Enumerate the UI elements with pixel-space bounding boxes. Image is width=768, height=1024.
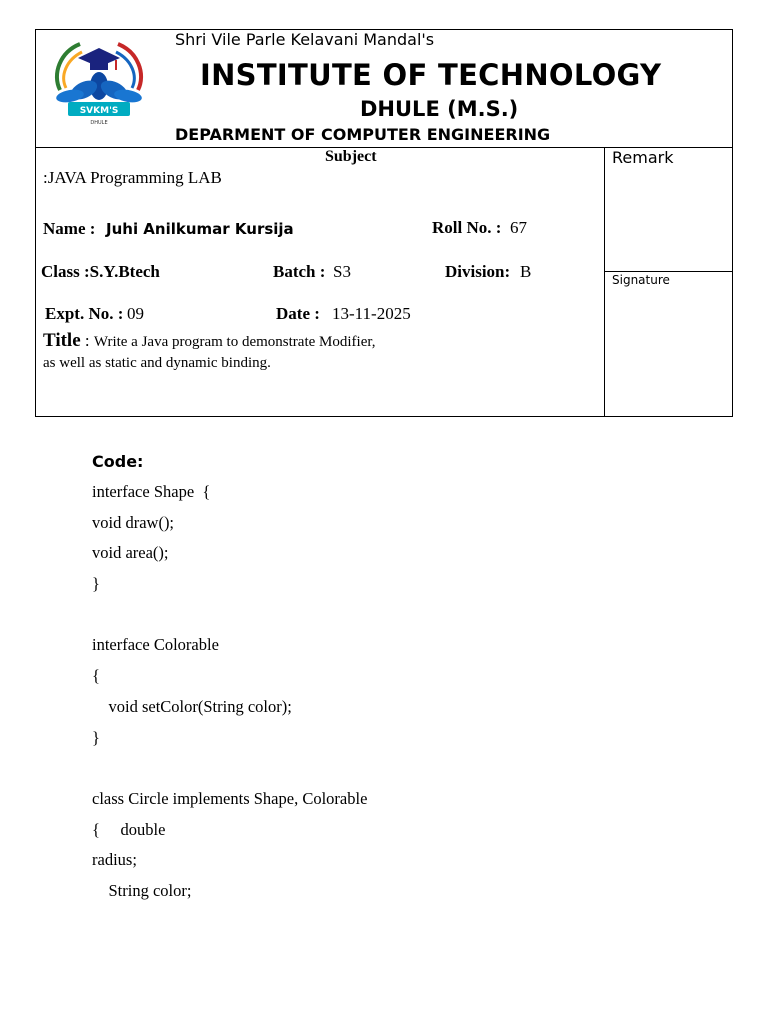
- code-line: interface Colorable: [92, 635, 219, 654]
- roll-value: 67: [510, 218, 527, 237]
- code-heading: Code:: [92, 452, 144, 471]
- remark-label: Remark: [612, 148, 674, 167]
- roll-label: Roll No. :: [432, 218, 502, 237]
- title-line2: as well as static and dynamic binding.: [43, 355, 271, 371]
- division-value: B: [520, 262, 532, 281]
- date-label: Date :: [276, 304, 320, 323]
- expt-label: Expt. No. :: [45, 304, 124, 323]
- signature-divider: [604, 271, 733, 272]
- date-value: 13-11-2025: [332, 304, 411, 323]
- code-line: void setColor(String color);: [92, 697, 292, 716]
- code-line: radius;: [92, 850, 137, 869]
- logo-text: SVKM'S: [79, 106, 119, 116]
- code-line: class Circle implements Shape, Colorable: [92, 789, 368, 808]
- division-label: Division:: [445, 262, 511, 281]
- code-line: void draw();: [92, 513, 175, 532]
- expt-value: 09: [127, 304, 144, 323]
- batch-label: Batch :: [273, 262, 326, 281]
- department-title: DEPARMENT OF COMPUTER ENGINEERING: [175, 125, 551, 144]
- name-value: Juhi Anilkumar Kursija: [106, 220, 294, 238]
- city-title: DHULE (M.S.): [360, 97, 519, 121]
- institute-logo: [46, 34, 152, 126]
- title-line1: Write a Java program to demonstrate Modifier,: [93, 334, 376, 350]
- org-name: Shri Vile Parle Kelavani Mandal's: [175, 30, 435, 49]
- batch-value: S3: [333, 262, 351, 281]
- code-line: }: [92, 728, 100, 747]
- name-label: Name :: [43, 219, 96, 238]
- title-row: [43, 330, 376, 352]
- code-line: String color;: [92, 881, 192, 900]
- title-colon: :: [80, 331, 94, 350]
- subject-label: Subject: [325, 148, 377, 165]
- institute-title: INSTITUTE OF TECHNOLOGY: [200, 58, 662, 92]
- code-line: {: [92, 666, 100, 685]
- title-label: Title: [43, 330, 81, 351]
- code-line: interface Shape {: [92, 482, 211, 501]
- logo-subtext: DHULE: [90, 120, 108, 126]
- remark-divider: [604, 147, 605, 417]
- class-label: Class :S.Y.Btech: [41, 262, 160, 281]
- subject-value: :JAVA Programming LAB: [43, 168, 222, 187]
- code-line: { double: [92, 820, 166, 839]
- code-line: void area();: [92, 543, 169, 562]
- code-line: }: [92, 574, 100, 593]
- signature-label: Signature: [612, 273, 670, 287]
